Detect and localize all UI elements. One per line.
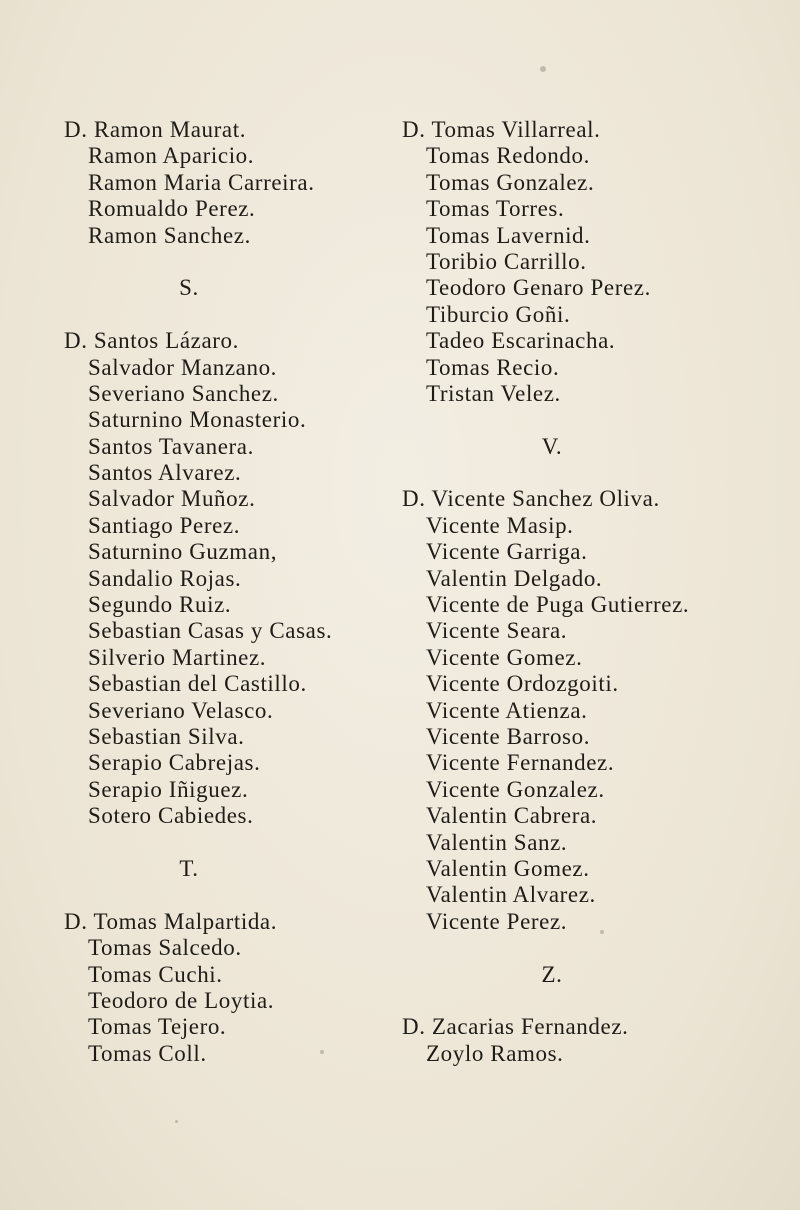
blank-line [402,407,782,433]
name-entry: Vicente Gonzalez. [426,776,605,802]
name-entry: Valentin Delgado. [426,565,603,591]
paper-speck [320,1050,324,1054]
name-entry: Sebastian Casas y Casas. [88,618,333,644]
name-entry: Segundo Ruiz. [88,592,232,618]
name-entry: Saturnino Monasterio. [88,407,307,433]
left-column [64,117,364,1067]
blank-line [64,882,364,908]
name-entry: D. Tomas Malpartida. [64,908,278,934]
name-entry: Vicente de Puga Gutierrez. [426,592,690,618]
blank-line [402,460,782,486]
name-entry: Vicente Seara. [426,618,568,644]
name-entry: Tomas Coll. [88,1040,207,1066]
right-column [402,117,782,1067]
name-entry: D. Tomas Villarreal. [402,117,601,142]
name-entry: Tomas Torres. [426,196,565,222]
name-entry: Tristan Velez. [426,380,561,406]
name-entry: Vicente Gomez. [426,644,583,670]
name-entry: Sandalio Rojas. [88,565,242,591]
name-entry: Valentin Sanz. [426,829,568,855]
name-entry: Vicente Perez. [426,908,568,934]
name-entry: Ramon Sanchez. [88,222,251,248]
paper-speck [600,930,604,934]
name-entry: Saturnino Guzman, [88,539,278,565]
name-entry: Vicente Ordozgoiti. [426,671,619,697]
name-entry: Tomas Redondo. [426,143,590,169]
name-entry: D. Vicente Sanchez Oliva. [402,486,660,512]
name-entry: Valentin Gomez. [426,855,590,881]
name-entry: D. Ramon Maurat. [64,117,247,142]
name-entry: Vicente Atienza. [426,697,588,723]
name-entry: Tomas Cuchi. [88,961,223,987]
name-entry: Severiano Velasco. [88,697,274,723]
name-entry: Salvador Muñoz. [88,486,256,512]
name-entry: Ramon Maria Carreira. [88,169,315,195]
name-entry: Santos Alvarez. [88,460,242,486]
name-entry: Tomas Gonzalez. [426,169,595,195]
name-entry: D. Santos Lázaro. [64,328,239,354]
blank-line [402,988,782,1014]
blank-line [64,830,364,856]
paper-speck [175,1120,178,1123]
name-entry: Zoylo Ramos. [426,1040,564,1066]
name-entry: Santos Tavanera. [88,433,254,459]
name-entry: Vicente Garriga. [426,539,588,565]
blank-line [64,249,364,275]
name-entry: Tomas Recio. [426,354,560,380]
name-entry: Valentin Cabrera. [426,803,598,829]
name-entry: Vicente Barroso. [426,723,591,749]
name-entry: Teodoro de Loytia. [88,987,275,1013]
name-entry: Tomas Lavernid. [426,222,591,248]
paper-speck [540,66,546,72]
letter-heading: S. [179,275,199,301]
name-entry: Severiano Sanchez. [88,380,279,406]
name-entry: Vicente Fernandez. [426,750,615,776]
name-entry: D. Zacarias Fernandez. [402,1014,629,1040]
letter-heading: V. [541,433,563,459]
name-entry: Tomas Tejero. [88,1014,227,1040]
name-entry: Serapio Iñiguez. [88,776,249,802]
name-entry: Sebastian Silva. [88,723,245,749]
name-entry: Santiago Perez. [88,512,241,538]
name-entry: Ramon Aparicio. [88,143,255,169]
name-entry: Sotero Cabiedes. [88,803,254,829]
name-entry: Salvador Manzano. [88,354,278,380]
name-entry: Vicente Masip. [426,512,574,538]
name-entry: Tomas Salcedo. [88,935,242,961]
name-entry: Toribio Carrillo. [426,248,587,274]
name-entry: Teodoro Genaro Perez. [426,275,651,301]
name-entry: Tiburcio Goñi. [426,301,571,327]
name-entry: Romualdo Perez. [88,196,256,222]
name-entry: Sebastian del Castillo. [88,671,307,697]
name-entry: Serapio Cabrejas. [88,750,261,776]
letter-heading: Z. [541,961,563,987]
name-entry: Valentin Alvarez. [426,882,596,908]
name-entry: Tadeo Escarinacha. [426,328,616,354]
blank-line [402,935,782,961]
blank-line [64,302,364,328]
letter-heading: T. [179,855,199,881]
name-entry: Silverio Martinez. [88,644,267,670]
